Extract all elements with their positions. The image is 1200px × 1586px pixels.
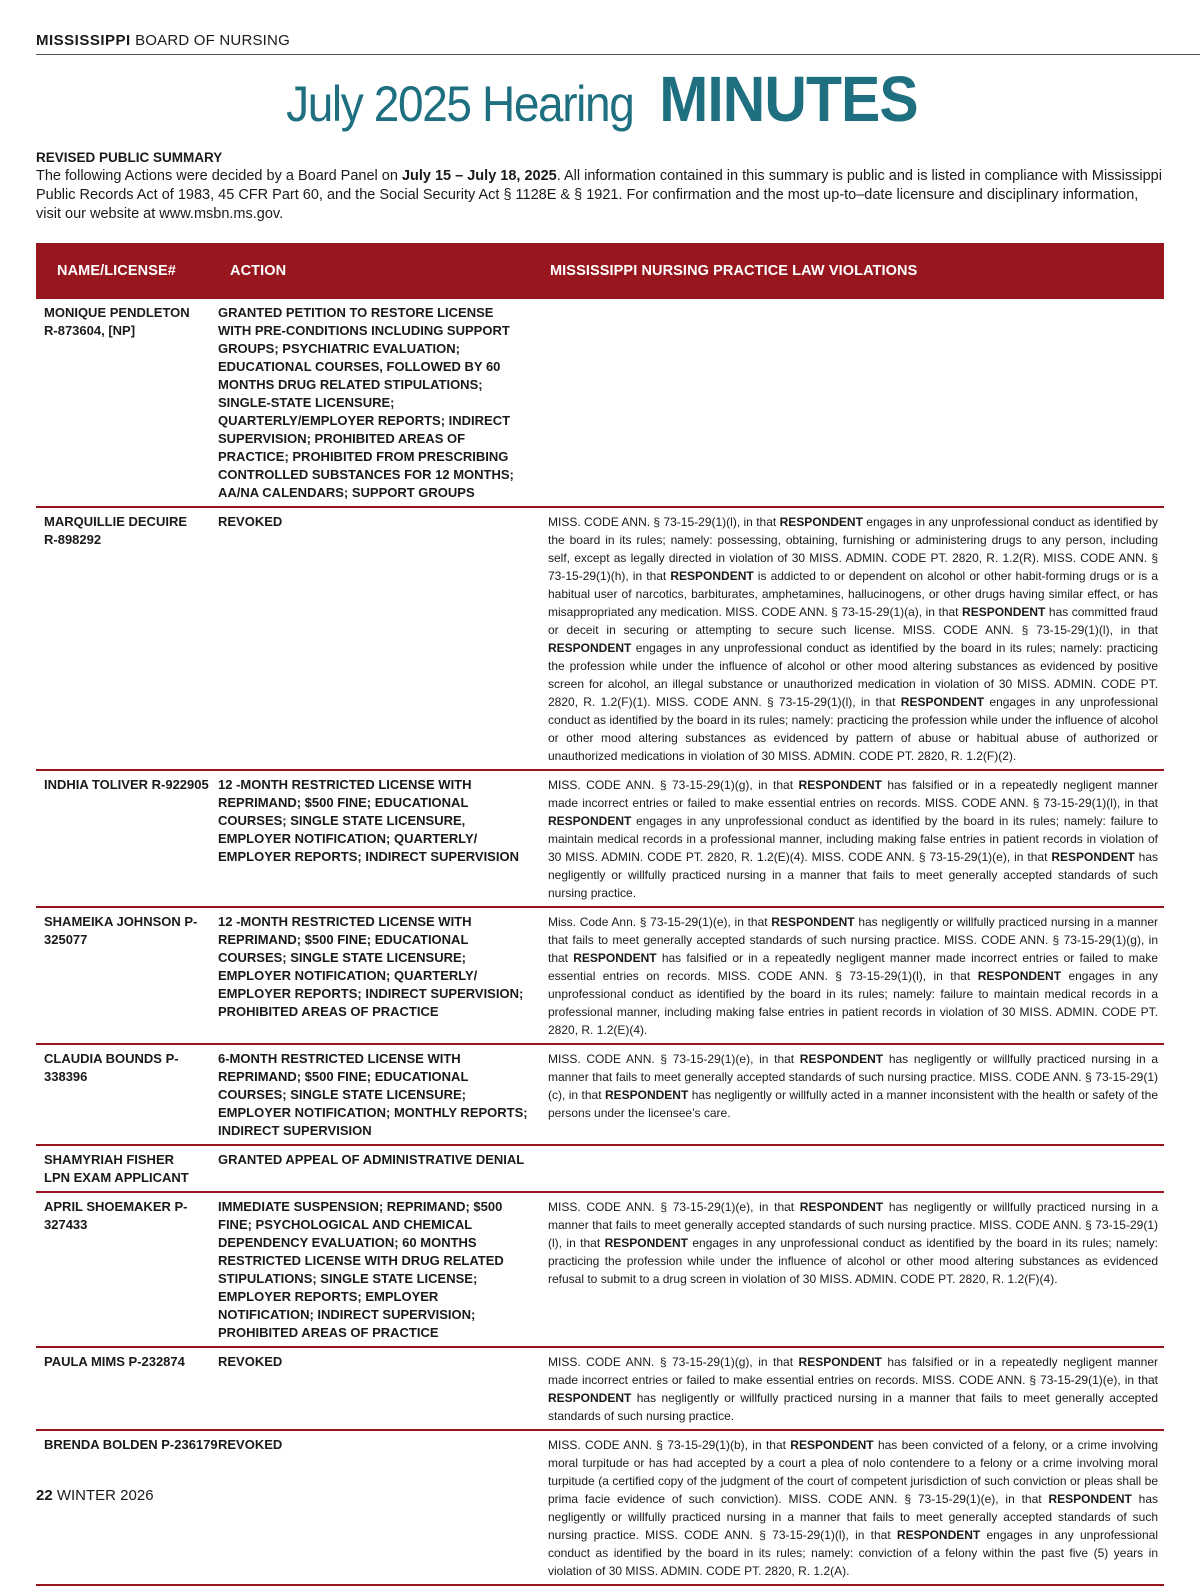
- title-light: July 2025 Hearing: [285, 76, 634, 132]
- respondent-label: RESPONDENT: [798, 1355, 882, 1369]
- violation-text: has negligently or willfully practiced nursing in a manner that fails to meet generally accepted standards of such nursing practice. MISS. CODE ANN. § 73-15-29(1)(g), in that: [548, 915, 1158, 965]
- respondent-label: RESPONDENT: [771, 915, 855, 929]
- violation-text: has been convicted of a felony, or a crime involving moral turpitude or has had accepted by a court a plea of nolo contendere to a felony or a crime involving moral turpitude (a certified copy of the judgment of the court of competent jurisdiction of such conviction or pleas shall be prima facie evidence of such conviction). MISS. CODE ANN. § 73-15-29(1)(e), in that: [548, 1438, 1159, 1506]
- table-row: [36, 1192, 1164, 1347]
- intro-dates: July 15 – July 18, 2025: [401, 168, 557, 184]
- name-line: LPN EXAM APPLICANT: [44, 1170, 189, 1185]
- cell-name-license: [36, 299, 218, 507]
- violation-text: has falsified or in a repeatedly negligent manner made incorrect entries or failed to make essential entries on records. MISS. CODE ANN. § 73-15-29(1)(l), in that: [548, 951, 1158, 983]
- violation-text: engages in any unprofessional conduct as identified by the board in its rules; namely: practicing the profession while under the influence of alcohol or other mood altering substances as evidenced by pattern of abuse or habitual abuse of authorized or unauthorized medications in violation of 30 MISS. ADMIN. CODE PT. 2820, R. 1.2(F)(2).: [548, 695, 1158, 763]
- respondent-label: RESPONDENT: [790, 1438, 874, 1452]
- respondent-label: RESPONDENT: [798, 778, 882, 792]
- name-line: BRENDA BOLDEN P-236179: [44, 1437, 218, 1452]
- respondent-label: RESPONDENT: [799, 1200, 884, 1214]
- cell-violations: [540, 299, 1164, 507]
- table-row: [36, 1044, 1164, 1145]
- cell-violations: [540, 1347, 1164, 1430]
- violation-text: engages in any unprofessional conduct as identified by the board in its rules; namely: possessing, obtaining, furnishing or administering drugs to any person, including self, except as legally directed in violation of 30 MISS. ADMIN. CODE PT. 2820, R. 1.2(R). MISS. CODE ANN. § 73-15-29(1)(h), in that: [548, 515, 1158, 583]
- table-row: [36, 1145, 1164, 1192]
- violation-text: engages in any unprofessional conduct as identified by the board in its rules; namely: failure to maintain medical records in a professional manner, including making false entries in patient records in violation of 30 MISS. ADMIN. CODE PT. 2820, R. 1.2(E)(4).: [548, 969, 1158, 1037]
- violation-text: engages in any unprofessional conduct as identified by the board in its rules; namely: practicing the profession while under the influence of alcohol or other mood altering substances as evidenced by positive screen for alcohol, an illegal substance or unauthorized medication in violation of 30 MISS. ADMIN. CODE PT. 2820, R. 1.2(F)(1). MISS. CODE ANN. § 73-15-29(1)(l), in that: [548, 641, 1158, 709]
- cell-action: REVOKED: [218, 1347, 540, 1430]
- issue-label: WINTER 2026: [52, 1487, 154, 1504]
- cell-action: REVOKED: [218, 507, 540, 770]
- violation-text: has negligently or willfully practiced nursing in a manner that fails to meet generally accepted standards of such nursing practice. MISS. CODE ANN. § 73-15-29(1)(c), in that: [548, 1052, 1158, 1102]
- violation-text: has negligently or willfully practiced nursing in a manner that fails to meet generally accepted standards of such nursing practice. MISS. CODE ANN. § 73-15-29(1)(l), in that: [548, 1200, 1158, 1250]
- cell-action: GRANTED APPEAL OF ADMINISTRATIVE DENIAL: [218, 1145, 540, 1192]
- name-line: SHAMEIKA JOHNSON P-325077: [44, 914, 198, 947]
- name-line: INDHIA TOLIVER R-922905: [44, 777, 209, 792]
- violation-text: engages in any unprofessional conduct as identified by the board in its rules; namely: practicing the profession while under the influence of alcohol or other mood altering substances as evidenced refusal to submit to a drug screen in violation of 30 MISS. ADMIN. CODE PT. 2820, R. 1.2(F)(4).: [548, 1236, 1158, 1286]
- cell-action: GRANTED PETITION TO RESTORE LICENSE WITH PRE-CONDITIONS INCLUDING SUPPORT GROUPS; PSYCHIATRIC EVALUATION; EDUCATIONAL COURSES, FOLLOWED BY 60 MONTHS DRUG RELATED STIPULATIONS; SINGLE-STATE LICENSURE; QUARTERLY/EMPLOYER REPORTS; INDIRECT SUPERVISION; PROHIBITED AREAS OF PRACTICE; PROHIBITED FROM PRESCRIBING CONTROLLED SUBSTANCES FOR 12 MONTHS; AA/NA CALENDARS; SUPPORT GROUPS: [218, 299, 540, 507]
- violation-text: engages in any unprofessional conduct as identified by the board in its rules; namely: failure to maintain medical records in a professional manner, including making false entries in patient records in violation of 30 MISS. ADMIN. CODE PT. 2820, R. 1.2(E)(4). MISS. CODE ANN. § 73-15-29(1)(e), in that: [548, 814, 1158, 864]
- intro-paragraph: [36, 167, 1166, 224]
- violation-text: has negligently or willfully practiced nursing in a manner that fails to meet generally accepted standards of such nursing practice. MISS. CODE ANN. § 73-15-29(1)(l), in that: [548, 1492, 1159, 1542]
- cell-violations: [540, 1192, 1164, 1347]
- table-row: [36, 299, 1164, 507]
- intro: [36, 148, 1166, 224]
- cell-name-license: [36, 1347, 218, 1430]
- intro-text-before: The following Actions were decided by a Board Panel on: [36, 168, 402, 184]
- intro-text-after: . All information contained in this summary is public and is listed in compliance with Mississippi Public Records Act of 1983, 45 CFR Part 60, and the Social Security Act § 1128E & § 1921. For confirmation and the most up-to–date licensure and disciplinary information, visit our website at www.msbn.ms.gov.: [36, 168, 1162, 222]
- table-row: [36, 907, 1164, 1044]
- respondent-label: RESPONDENT: [573, 951, 657, 965]
- respondent-label: RESPONDENT: [1051, 850, 1135, 864]
- table-body: [36, 299, 1164, 1585]
- minutes-table: [36, 243, 1164, 1586]
- name-line: R-898292: [44, 532, 102, 547]
- cell-action: 12 -MONTH RESTRICTED LICENSE WITH REPRIMAND; $500 FINE; EDUCATIONAL COURSES; SINGLE STATE LICENSURE, EMPLOYER NOTIFICATION; QUARTERLY/ EMPLOYER REPORTS; INDIRECT SUPERVISION: [218, 770, 540, 907]
- cell-name-license: [36, 507, 218, 770]
- table-header: [36, 243, 1164, 299]
- header-name: NAME/LICENSE#: [57, 263, 176, 279]
- table-row: [36, 507, 1164, 770]
- page-footer: [36, 1487, 154, 1504]
- respondent-label: RESPONDENT: [779, 515, 863, 529]
- masthead: [36, 32, 1200, 55]
- page-number: 22: [36, 1487, 53, 1504]
- cell-name-license: [36, 1430, 218, 1585]
- violation-text: MISS. CODE ANN. § 73-15-29(1)(g), in that: [548, 1355, 799, 1369]
- name-line: SHAMYRIAH FISHER: [44, 1152, 175, 1167]
- violation-text: is addicted to or dependent on alcohol or other habit-forming drugs or is a habitual user of narcotics, barbiturates, amphetamines, hallucinogens, or other drugs having similar effect, or has misappropriated any medication. MISS. CODE ANN. § 73-15-29(1)(a), in that: [548, 569, 1158, 619]
- respondent-label: RESPONDENT: [548, 814, 632, 828]
- cell-violations: [540, 507, 1164, 770]
- violation-text: has negligently or willfully acted in a manner inconsistent with the health or safety of the persons under the licensee’s care.: [548, 1088, 1158, 1120]
- cell-action: 6-MONTH RESTRICTED LICENSE WITH REPRIMAND; $500 FINE; EDUCATIONAL COURSES; SINGLE STATE LICENSURE; EMPLOYER NOTIFICATION; MONTHLY REPORTS; INDIRECT SUPERVISION: [218, 1044, 540, 1145]
- masthead-org-bold: MISSISSIPPI: [36, 32, 131, 49]
- respondent-label: RESPONDENT: [604, 1088, 689, 1102]
- table-row: [36, 1430, 1164, 1585]
- respondent-label: RESPONDENT: [604, 1236, 688, 1250]
- masthead-org-rest: BOARD OF NURSING: [130, 32, 290, 49]
- respondent-label: RESPONDENT: [896, 1528, 981, 1542]
- violation-text: has falsified or in a repeatedly negligent manner made incorrect entries or failed to make essential entries on records. MISS. CODE ANN. § 73-15-29(1)(e), in that: [548, 1355, 1159, 1387]
- violation-text: Miss. Code Ann. § 73-15-29(1)(e), in that: [548, 915, 772, 929]
- header-action: ACTION: [230, 263, 287, 279]
- header-violations: MISSISSIPPI NURSING PRACTICE LAW VIOLATIONS: [550, 263, 918, 279]
- cell-name-license: [36, 1192, 218, 1347]
- title-bold: MINUTES: [659, 63, 919, 135]
- violation-text: has falsified or in a repeatedly negligent manner made incorrect entries or failed to make essential entries on records. MISS. CODE ANN. § 73-15-29(1)(l), in that: [548, 778, 1159, 810]
- respondent-label: RESPONDENT: [962, 605, 1046, 619]
- cell-name-license: [36, 1145, 218, 1192]
- cell-name-license: [36, 907, 218, 1044]
- cell-action: IMMEDIATE SUSPENSION; REPRIMAND; $500 FINE; PSYCHOLOGICAL AND CHEMICAL DEPENDENCY EVALUATION; 60 MONTHS RESTRICTED LICENSE WITH DRUG RELATED STIPULATIONS; SINGLE STATE LICENSE; EMPLOYER REPORTS; EMPLOYER NOTIFICATION; INDIRECT SUPERVISION; PROHIBITED AREAS OF PRACTICE: [218, 1192, 540, 1347]
- violation-text: MISS. CODE ANN. § 73-15-29(1)(e), in that: [548, 1052, 800, 1066]
- cell-violations: [540, 1044, 1164, 1145]
- page-title: [0, 62, 1200, 136]
- name-line: PAULA MIMS P-232874: [44, 1354, 185, 1369]
- name-line: R-873604, [NP]: [44, 323, 136, 338]
- cell-violations: [540, 770, 1164, 907]
- respondent-label: RESPONDENT: [670, 569, 754, 583]
- name-line: CLAUDIA BOUNDS P-338396: [44, 1051, 179, 1084]
- cell-action: 12 -MONTH RESTRICTED LICENSE WITH REPRIMAND; $500 FINE; EDUCATIONAL COURSES; SINGLE STATE LICENSURE; EMPLOYER NOTIFICATION; QUARTERLY/ EMPLOYER REPORTS; INDIRECT SUPERVISION; PROHIBITED AREAS OF PRACTICE: [218, 907, 540, 1044]
- respondent-label: RESPONDENT: [548, 1391, 632, 1405]
- name-line: APRIL SHOEMAKER P-327433: [44, 1199, 188, 1232]
- cell-violations: [540, 1145, 1164, 1192]
- respondent-label: RESPONDENT: [799, 1052, 884, 1066]
- table-row: [36, 1347, 1164, 1430]
- respondent-label: RESPONDENT: [900, 695, 985, 709]
- cell-name-license: [36, 1044, 218, 1145]
- intro-heading: REVISED PUBLIC SUMMARY: [36, 150, 223, 165]
- table-row: [36, 770, 1164, 907]
- respondent-label: RESPONDENT: [548, 641, 632, 655]
- violation-text: has negligently or willfully practiced nursing in a manner that fails to meet generally accepted standards of such nursing practice.: [548, 850, 1158, 900]
- violation-text: MISS. CODE ANN. § 73-15-29(1)(b), in that: [548, 1438, 791, 1452]
- respondent-label: RESPONDENT: [977, 969, 1062, 983]
- violation-text: has committed fraud or deceit in securing or attempting to secure such license. MISS. CODE ANN. § 73-15-29(1)(l), in that: [548, 605, 1158, 637]
- cell-action: REVOKED: [218, 1430, 540, 1585]
- violation-text: engages in any unprofessional conduct as identified by the board in its rules; namely: conviction of a felony within the past five (5) years in violation of 30 MISS. ADMIN. CODE PT. 2820, R. 1.2(A).: [548, 1528, 1158, 1578]
- violation-text: MISS. CODE ANN. § 73-15-29(1)(g), in that: [548, 778, 799, 792]
- violation-text: MISS. CODE ANN. § 73-15-29(1)(e), in that: [548, 1200, 800, 1214]
- cell-violations: [540, 1430, 1164, 1585]
- violation-text: has negligently or willfully practiced nursing in a manner that fails to meet generally accepted standards of such nursing practice.: [548, 1391, 1158, 1423]
- name-line: MARQUILLIE DECUIRE: [44, 514, 187, 529]
- cell-violations: [540, 907, 1164, 1044]
- violation-text: MISS. CODE ANN. § 73-15-29(1)(l), in that: [548, 515, 780, 529]
- respondent-label: RESPONDENT: [1048, 1492, 1132, 1506]
- cell-name-license: [36, 770, 218, 907]
- name-line: MONIQUE PENDLETON: [44, 305, 190, 320]
